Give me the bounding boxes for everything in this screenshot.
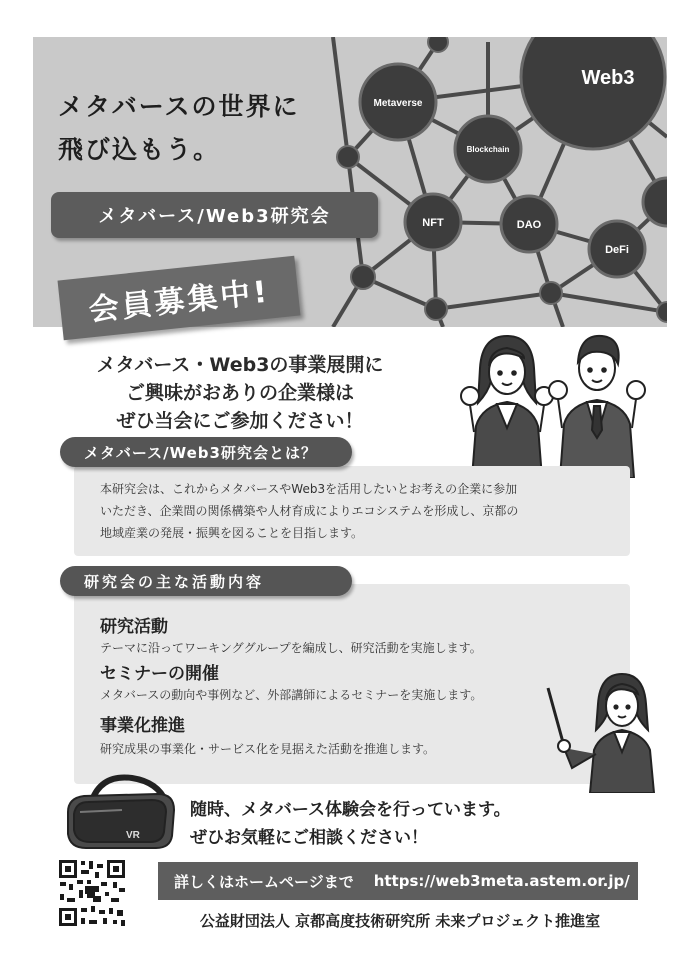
headline-line-1: メタバースの世界に [58,92,300,121]
about-line-1: 本研究会は、これからメタバースやWeb3を活用したいとお考えの企業に参加 [100,482,518,496]
intro-line-3: ぜひ当会にご参加ください！ [116,410,364,432]
about-header: メタバース/Web3研究会とは？ [60,437,352,467]
society-title-pill: メタバース/Web3研究会 [51,192,378,238]
qr-code[interactable] [57,858,127,928]
activity-desc-commercialization: 研究成果の事業化・サービス化を見据えた活動を推進します。 [100,742,436,756]
node-label-web3: Web3 [581,67,635,89]
activity-title-seminar: セミナーの開催 [100,664,219,684]
about-line-2: いただき、企業間の関係構築や人材育成によりエコシステムを形成し、京都の [100,504,519,518]
intro-line-1: メタバース・Web3の事業展開に [96,354,384,376]
about-line-3: 地域産業の発展・振興を図ることを目指します。 [100,526,364,540]
node-label-blockchain: Blockchain [466,145,510,154]
node-label-dao: DAO [516,219,542,231]
intro-line-2: ご興味がおありの企業様は [125,382,354,404]
intro-message [60,351,420,435]
recruit-badge: 会員募集中! [58,256,301,341]
activity-title-commercialization: 事業化推進 [100,716,185,736]
hero-headline [58,85,300,171]
organization-name: 公益財団法人 京都高度技術研究所 未来プロジェクト推進室 [199,912,601,930]
experience-line-1: 随時、メタバース体験会を行っています。 [190,800,511,820]
contact-label: 詳しくはホームページまで [174,872,354,891]
node-label-defi: DeFi [605,244,629,256]
homepage-link[interactable]: https://web3meta.astem.or.jp/ [373,872,630,890]
contact-bar [158,862,638,900]
vr-headset-icon [62,772,180,852]
node-label-metaverse: Metaverse [373,98,423,109]
activity-desc-research: テーマに沿ってワーキンググループを編成し、研究活動を実施します。 [100,641,482,655]
activities-header: 研究会の主な活動内容 [60,566,352,596]
activity-title-research: 研究活動 [100,617,168,637]
vr-label: VR [126,830,140,841]
experience-line-2: ぜひお気軽にご相談ください！ [190,828,428,848]
headline-line-2: 飛び込もう。 [58,135,221,164]
experience-message [190,796,511,852]
business-people-illustration [452,328,657,478]
activity-desc-seminar: メタバースの動向や事例など、外部講師によるセミナーを実施します。 [100,688,483,702]
about-text [100,478,600,544]
presenter-illustration [540,668,665,793]
node-label-nft: NFT [422,217,444,229]
